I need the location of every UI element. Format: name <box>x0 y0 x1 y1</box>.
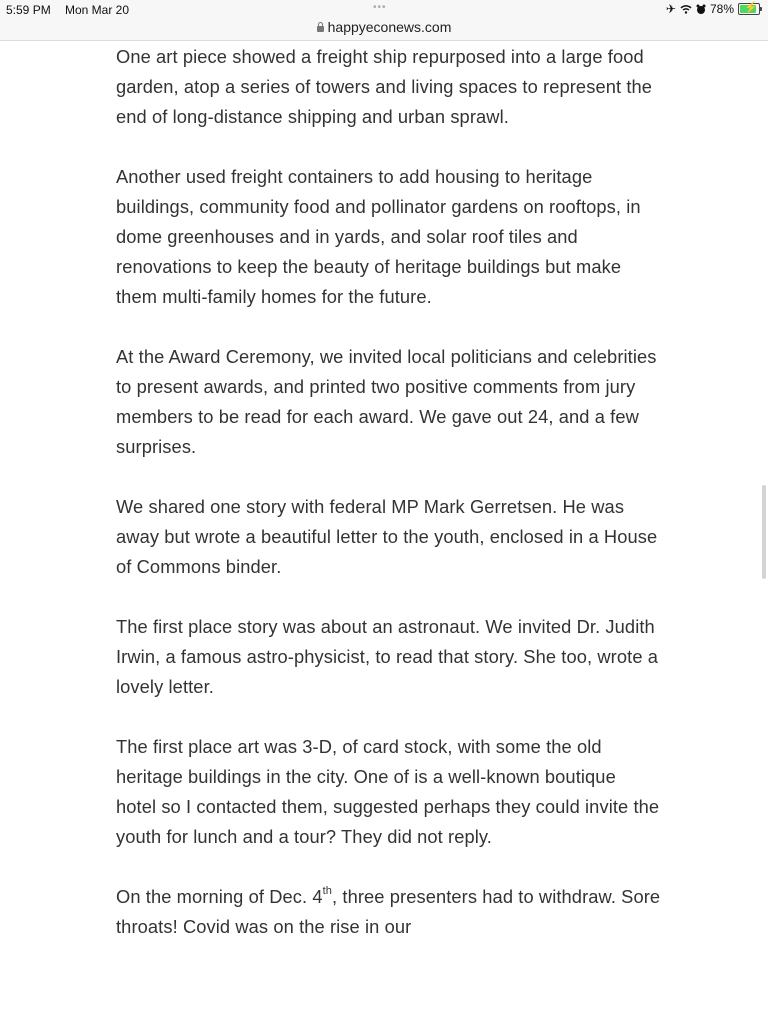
article-paragraph: The first place art was 3-D, of card stock, with some the old heritage buildings in the city. One of is a well-known boutique hotel so I contacted them, suggested perhaps they could invite the youth for lunch and a tour? They did not reply. <box>116 736 660 847</box>
article-paragraph: At the Award Ceremony, we invited local politicians and celebrities to present awards, and printed two positive comments from jury members to be read for each award. We gave out 24, and a few surprises. <box>116 346 657 457</box>
article-paragraph <box>116 882 661 942</box>
article-paragraph: One art piece showed a freight ship repurposed into a large food garden, atop a series of towers and living spaces to represent the end of long-distance shipping and urban sprawl. <box>116 46 653 127</box>
address-bar[interactable] <box>0 19 768 35</box>
article-paragraph: We shared one story with federal MP Mark Gerretsen. He was away but wrote a beautiful letter to the youth, enclosed in a House of Commons binder. <box>116 496 658 577</box>
status-time: 5:59 PM <box>6 3 51 17</box>
article-paragraph: Another used freight containers to add housing to heritage buildings, community food and pollinator gardens on rooftops, in dome greenhouses and in yards, and solar roof tiles and renovations to keep the beauty of heritage buildings but make them multi-family homes for the future. <box>116 166 641 307</box>
status-date: Mon Mar 20 <box>65 3 130 17</box>
paragraph-text: , three presenters had to withdraw. Sore throats! Covid was on the rise in our <box>116 886 661 937</box>
scrollbar[interactable] <box>762 485 766 579</box>
wifi-icon <box>680 4 692 14</box>
browser-menu-dots[interactable]: ••• <box>373 2 387 13</box>
ordinal-suffix: th <box>322 885 333 897</box>
battery-percent: 78% <box>709 2 734 16</box>
paragraph-text: On the morning of Dec. 4 <box>116 886 323 907</box>
alarm-icon <box>696 4 706 15</box>
url-text: happyeconews.com <box>327 19 452 35</box>
status-bar <box>0 0 768 41</box>
article-paragraph: The first place story was about an astronaut. We invited Dr. Judith Irwin, a famous astro-physicist, to read that story. She too, wrote a lovely letter. <box>116 616 659 697</box>
airplane-icon: ✈ <box>665 2 676 16</box>
battery-charging-icon: ⚡ <box>738 3 760 15</box>
lock-icon <box>317 26 324 32</box>
article-body <box>116 42 661 972</box>
status-icons <box>666 2 760 16</box>
